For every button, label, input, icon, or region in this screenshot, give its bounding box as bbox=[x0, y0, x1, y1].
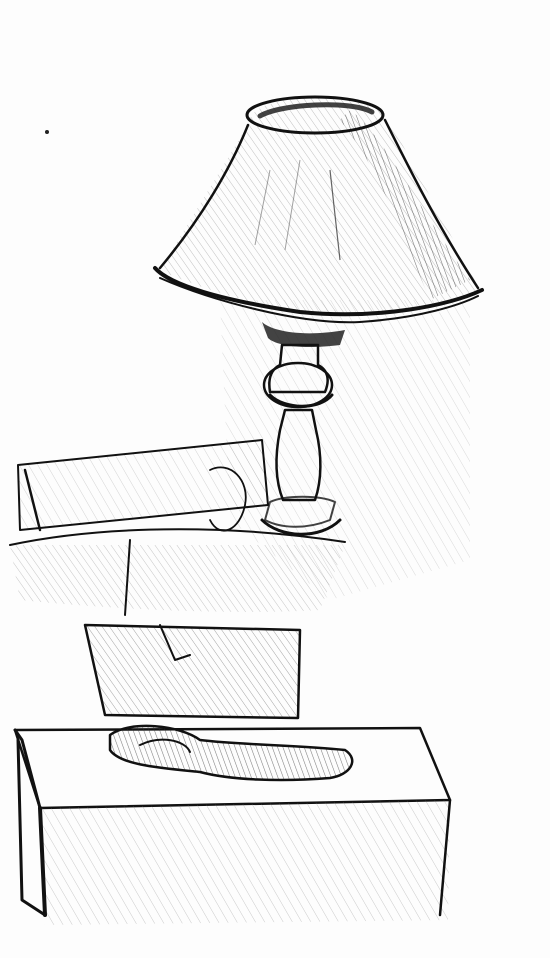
paper-speck bbox=[45, 130, 49, 134]
table-front bbox=[40, 800, 450, 925]
drawer-box bbox=[85, 625, 300, 718]
glove-on-table bbox=[110, 726, 352, 780]
lamp-shade bbox=[155, 97, 482, 322]
